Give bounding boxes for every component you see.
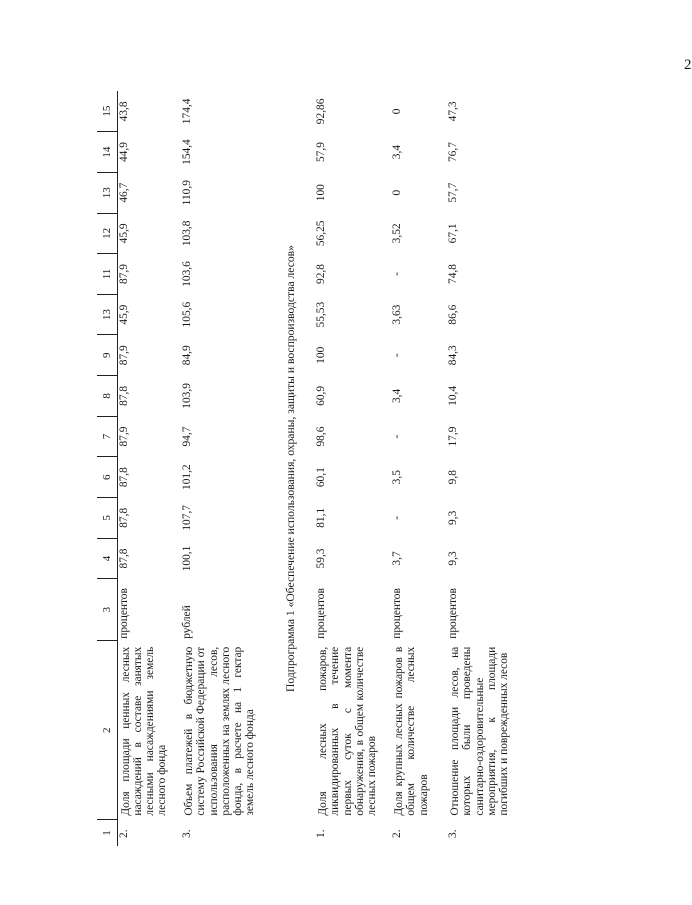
- unit-cell: рублей: [181, 605, 193, 639]
- value-cell: 98,6: [315, 426, 327, 447]
- header-cell: 9: [97, 335, 117, 376]
- value-cell: 92,8: [315, 264, 327, 284]
- table-row: [447, 91, 555, 846]
- rotated-table-block: [97, 91, 555, 846]
- value-cell: 87,8: [117, 507, 130, 528]
- value-cell: 44,9: [117, 142, 130, 163]
- header-cell: 3: [97, 579, 117, 641]
- table-row: [181, 91, 267, 846]
- value-cell: 17,9: [447, 426, 459, 447]
- row-number: 2.: [391, 829, 403, 838]
- value-cell: 45,9: [117, 223, 130, 244]
- value-cell: 100: [315, 346, 327, 364]
- indicator-name: Доля крупных лесных пожаров в общем количестве лесных пожаров: [393, 646, 430, 816]
- value-cell: 100: [315, 184, 327, 202]
- value-cell: 103,6: [181, 261, 193, 287]
- header-cell: 6: [97, 457, 117, 498]
- value-cell: 87,8: [117, 467, 130, 488]
- value-cell: 174,4: [181, 98, 193, 125]
- header-cell: 7: [97, 416, 117, 457]
- row-number: 3.: [447, 829, 459, 838]
- header-cell: 13: [97, 294, 117, 335]
- header-cell: 12: [97, 213, 117, 254]
- value-cell: 87,8: [117, 548, 130, 569]
- value-cell: 101,2: [181, 464, 193, 490]
- value-cell: 103,8: [181, 220, 193, 247]
- value-cell: 103,9: [181, 383, 193, 409]
- value-cell: 94,7: [181, 426, 193, 447]
- value-cell: 74,8: [447, 264, 459, 284]
- row-number: 3.: [181, 829, 193, 838]
- value-cell: 3,5: [391, 470, 403, 485]
- header-cell: 8: [97, 376, 117, 417]
- value-cell: 84,9: [181, 345, 193, 366]
- section-heading-row: [267, 91, 315, 846]
- header-cell: 1: [97, 820, 117, 846]
- value-cell: 81,1: [315, 507, 327, 528]
- table-row: [117, 91, 181, 846]
- value-cell: 76,7: [447, 142, 459, 163]
- value-cell: 3,52: [391, 223, 403, 244]
- header-row: [97, 91, 117, 846]
- indicator-name: Объем платежей в бюджетную систему Российской Федерации от использования лесов, расположенных на землях лесного фонда, в расчете на 1 гектар земель лесного фонда: [183, 646, 257, 816]
- value-cell: 60,9: [315, 385, 327, 406]
- header-cell: 11: [97, 254, 117, 295]
- indicator-name: Доля лесных пожаров, ликвидированных в течение первых суток с момента обнаружения, в общем количестве лесных пожаров: [317, 646, 379, 816]
- header-cell: 5: [97, 498, 117, 539]
- indicator-name: Отношение площади лесов, на которых были проведены санитарно-оздоровительные мероприятия, к площади погибших и поврежденных лесов: [449, 646, 511, 816]
- value-cell: 57,7: [447, 182, 459, 203]
- value-cell: 87,9: [117, 345, 130, 366]
- value-cell: -: [391, 353, 403, 358]
- value-cell: 67,1: [447, 223, 459, 244]
- value-cell: 59,3: [315, 548, 327, 569]
- value-cell: 107,7: [181, 505, 193, 531]
- value-cell: 3,4: [391, 388, 403, 404]
- value-cell: 9,8: [447, 470, 459, 485]
- value-cell: 154,4: [181, 139, 193, 165]
- value-cell: 86,6: [447, 304, 459, 325]
- value-cell: 84,3: [447, 345, 459, 366]
- header-cell: 14: [97, 132, 117, 173]
- header-cell: 15: [97, 91, 117, 132]
- indicators-table: [97, 91, 555, 846]
- value-cell: 9,3: [447, 510, 459, 525]
- value-cell: 57,9: [315, 142, 327, 163]
- value-cell: 92,86: [315, 98, 327, 125]
- unit-cell: процентов: [117, 588, 130, 639]
- value-cell: 3,7: [391, 551, 403, 566]
- value-cell: 60,1: [315, 467, 327, 488]
- table-row: [315, 91, 391, 846]
- table-row: [391, 91, 447, 846]
- page-number: 2: [684, 57, 692, 73]
- indicator-name: Доля площади ценных лесных насаждений в составе занятых лесными насаждениями земель лесного фонда: [119, 646, 169, 816]
- value-cell: 105,6: [181, 301, 193, 328]
- value-cell: 0: [391, 189, 403, 196]
- value-cell: 10,4: [447, 385, 459, 406]
- value-cell: 0: [391, 108, 403, 115]
- value-cell: 87,9: [117, 264, 130, 284]
- value-cell: -: [391, 434, 403, 439]
- value-cell: 47,3: [447, 101, 459, 122]
- row-number: 1.: [315, 829, 327, 838]
- value-cell: 3,4: [391, 144, 403, 160]
- value-cell: 87,8: [117, 385, 130, 406]
- value-cell: -: [391, 272, 403, 276]
- unit-cell: процентов: [447, 588, 459, 639]
- header-cell: 13: [97, 172, 117, 213]
- value-cell: 9,3: [447, 551, 459, 566]
- value-cell: 55,53: [315, 301, 327, 328]
- value-cell: 3,63: [391, 304, 403, 325]
- header-cell: 2: [97, 641, 117, 820]
- value-cell: 46,7: [117, 182, 130, 203]
- unit-cell: процентов: [315, 588, 327, 639]
- section-title: Подпрограмма 1 «Обеспечение использования, охраны, защиты и воспроизводства лесов»: [283, 245, 297, 692]
- value-cell: 45,9: [117, 304, 130, 325]
- value-cell: 43,8: [117, 101, 130, 122]
- value-cell: 110,9: [181, 180, 193, 206]
- value-cell: -: [391, 515, 403, 520]
- value-cell: 87,9: [117, 426, 130, 447]
- value-cell: 100,1: [181, 545, 193, 572]
- row-number: 2.: [117, 829, 130, 838]
- unit-cell: процентов: [391, 588, 403, 639]
- value-cell: 56,25: [315, 220, 327, 247]
- header-cell: 4: [97, 538, 117, 579]
